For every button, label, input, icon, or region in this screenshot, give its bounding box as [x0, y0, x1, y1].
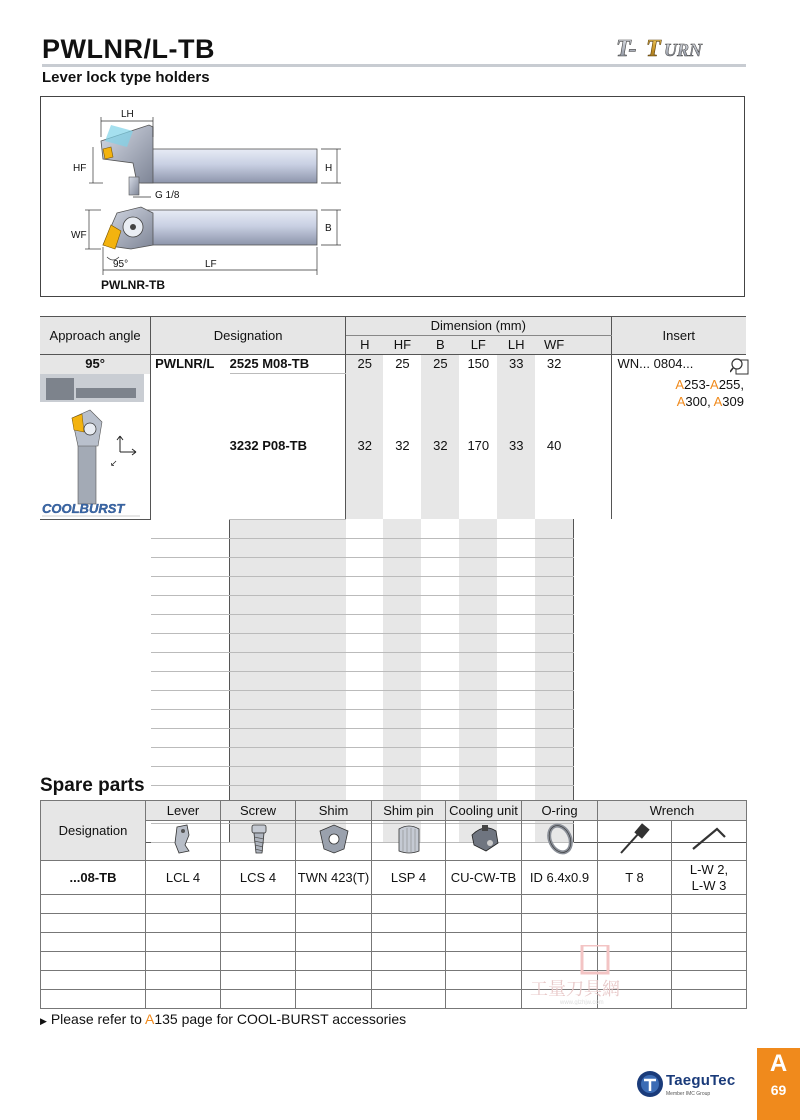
t-turn-logo: [612, 34, 746, 62]
page-subtitle: Lever lock type holders: [42, 69, 210, 86]
table-row-empty: [40, 614, 746, 633]
spare-header-shim-pin: Shim pin: [372, 801, 446, 821]
dim-label-angle: 95°: [113, 259, 129, 270]
dim-hf-value: 25: [395, 356, 410, 372]
top-view-holder: [103, 207, 317, 249]
svg-text:↙: ↙: [110, 457, 118, 468]
diagram-caption: PWLNR-TB: [101, 278, 165, 292]
header-col-lh: LH: [507, 337, 525, 352]
oring-icon-cell: [522, 821, 598, 861]
dim-b-value: 32: [421, 374, 459, 520]
spare-header-oring: O-ring: [522, 801, 598, 821]
table-row-empty: [40, 671, 746, 690]
torx-wrench-icon: [615, 821, 655, 857]
holder-illustration-cell: [40, 374, 151, 520]
svg-text:COOLBURST: COOLBURST: [42, 500, 125, 516]
header-col-lf: LF: [470, 337, 486, 352]
header-designation: Designation: [151, 317, 346, 355]
spare-oring: ID 6.4x0.9: [522, 861, 598, 895]
spare-designation: ...08-TB: [41, 861, 146, 895]
shim-pin-icon-cell: [372, 821, 446, 861]
spare-screw: LCS 4: [221, 861, 296, 895]
table-row-empty: [40, 652, 746, 671]
table-row: [40, 355, 746, 374]
spare-wrench-1: T 8: [598, 861, 672, 895]
page-number: 69: [770, 1082, 787, 1098]
dim-label-h: H: [325, 163, 333, 174]
oring-icon: [540, 821, 580, 857]
insert-page-ref-2[interactable]: A300, A309: [676, 394, 744, 409]
insert-code: WN... 0804...: [617, 356, 694, 371]
watermark: [520, 945, 670, 1005]
designation-code: 3232 P08-TB: [230, 374, 346, 520]
header-col-wf: WF: [544, 337, 565, 352]
spare-shim: TWN 423(T): [296, 861, 372, 895]
dim-label-wf: WF: [71, 230, 87, 241]
holder-dimension-table: [40, 316, 746, 843]
bullet-arrow-icon: ▶: [40, 1016, 47, 1026]
table-row-empty: [40, 728, 746, 747]
header-approach-angle: Approach angle: [40, 317, 151, 355]
taegutec-logo: TaeguTec Member IMC Group: [636, 1070, 664, 1103]
table-row-empty: [40, 557, 746, 576]
spare-header-cooling-unit: Cooling unit: [446, 801, 522, 821]
page-title: PWLNR/L-TB: [42, 34, 215, 64]
shim-icon-cell: [296, 821, 372, 861]
screw-icon-cell: [221, 821, 296, 861]
table-row-empty: [40, 633, 746, 652]
dim-label-g: G 1/8: [155, 190, 180, 201]
spare-wrench-2: L-W 2, L-W 3: [672, 861, 747, 895]
dim-label-hf: HF: [73, 163, 87, 174]
spare-shim-pin: LSP 4: [372, 861, 446, 895]
approach-angle-value: 95°: [40, 355, 151, 374]
footnote: ▶ Please refer to A135 page for COOL-BURST accessories: [40, 1011, 407, 1027]
header-col-hf: HF: [393, 337, 412, 352]
dim-lh-value: 33: [497, 374, 535, 520]
hex-wrench-icon: [689, 821, 729, 857]
cooling-unit-icon-cell: [446, 821, 522, 861]
lever-icon: [163, 821, 203, 857]
cooling-unit-icon: [464, 821, 504, 857]
dim-lf-value: 150: [467, 356, 490, 372]
holder-diagram: [41, 97, 744, 296]
coolburst-logo: [40, 499, 144, 519]
spare-header-wrench: Wrench: [598, 801, 747, 821]
table-row: [41, 861, 747, 895]
spare-header-shim: Shim: [296, 801, 372, 821]
holder-diagram-box: [40, 96, 745, 297]
designation-prefix: PWLNR/L: [155, 356, 215, 372]
spare-cooling-unit: CU-CW-TB: [446, 861, 522, 895]
taegutec-emblem-icon: [636, 1070, 664, 1098]
table-row-empty: [40, 538, 746, 557]
lever-icon-cell: [146, 821, 221, 861]
hex-wrench-icon-cell: [672, 821, 747, 861]
side-view-holder: [101, 125, 317, 195]
dim-lh-value: 33: [497, 355, 535, 374]
holder-illustration: [40, 374, 144, 514]
spare-header-designation: Designation: [41, 801, 146, 861]
table-row-empty: [40, 519, 746, 538]
insert-page-ref-1[interactable]: A253-A255,: [675, 377, 744, 392]
spare-header-lever: Lever: [146, 801, 221, 821]
screw-icon: [238, 821, 278, 857]
designation-code: 2525 M08-TB: [230, 355, 346, 374]
footnote-page-link[interactable]: A: [144, 1011, 155, 1027]
spare-parts-title: Spare parts: [40, 775, 145, 796]
dim-wf-value: 32: [546, 356, 562, 372]
spare-row-empty: [41, 895, 747, 914]
magnifier-icon: [730, 357, 750, 375]
header-col-b: B: [436, 337, 445, 352]
svg-text:T-: T-: [616, 36, 637, 62]
table-row-empty: [40, 690, 746, 709]
shim-pin-icon: [389, 821, 429, 857]
table-row-empty: [40, 709, 746, 728]
svg-text:www.glzhjw.com: www.glzhjw.com: [560, 1000, 604, 1005]
page-section-letter: A: [769, 1050, 788, 1077]
dim-lf-value: 170: [467, 438, 490, 454]
title-divider: [42, 64, 746, 67]
shim-icon: [314, 821, 354, 857]
table-row-empty: [40, 595, 746, 614]
header-col-h: H: [360, 337, 370, 352]
dim-label-b: B: [325, 223, 332, 234]
table-row-empty: [40, 576, 746, 595]
dim-label-lf: LF: [205, 259, 217, 270]
dim-hf-value: 32: [395, 438, 410, 454]
table-row-empty: [40, 766, 746, 785]
dim-wf-value: 40: [546, 438, 562, 454]
svg-text:工量刀具網: 工量刀具網: [530, 979, 620, 999]
dim-h-value: 32: [346, 374, 384, 520]
table-row-empty: [40, 747, 746, 766]
header-insert: Insert: [662, 327, 696, 343]
spare-row-empty: [41, 914, 747, 933]
torx-wrench-icon-cell: [598, 821, 672, 861]
dim-label-lh: LH: [121, 109, 134, 120]
svg-text:URN: URN: [664, 40, 703, 60]
header-dimension: Dimension (mm): [346, 317, 611, 336]
dim-b-value: 25: [421, 355, 459, 374]
spare-lever: LCL 4: [146, 861, 221, 895]
page-tab: [757, 1048, 800, 1120]
insert-cell: [611, 355, 746, 520]
svg-text:T: T: [646, 36, 661, 62]
spare-header-screw: Screw: [221, 801, 296, 821]
dim-h-value: 25: [346, 355, 384, 374]
